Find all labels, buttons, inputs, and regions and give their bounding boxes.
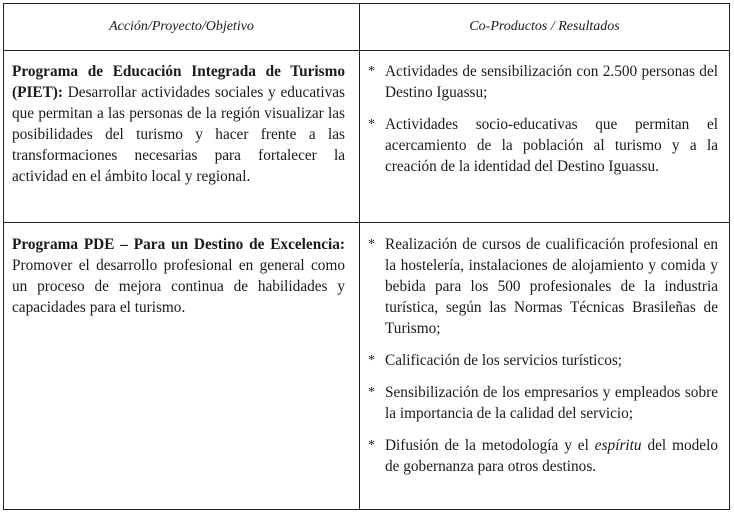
list-item	[366, 435, 718, 477]
bullet-asterisk: *	[368, 117, 375, 132]
program-description-piet: Desarrollar actividades sociales y educativas que permitan a las personas de la región visualizar las posibilidades del turismo y hacer frente a las transformaciones necesarias para fortalecer la actividad en el ámbito local y regional.	[12, 84, 345, 185]
result-text: Realización de cursos de cualificación profesional en la hostelería, instalaciones de alojamiento y comida y bebida para los 500 profesionales de la industria turística, según las Normas Técnicas Brasileñas de Turismo;	[385, 236, 718, 337]
bullet-asterisk: *	[368, 353, 375, 368]
table-row-2-program	[12, 234, 345, 318]
result-text	[385, 437, 718, 475]
header-divider	[4, 50, 729, 51]
header-coproducts-results: Co-Productos / Resultados	[469, 19, 620, 34]
list-item	[366, 234, 718, 339]
bullet-asterisk: *	[368, 64, 375, 79]
result-text-part: Difusión de la metodología y el	[385, 437, 595, 454]
list-item	[366, 114, 718, 177]
list-item	[366, 61, 718, 103]
result-text: Calificación de los servicios turísticos;	[385, 352, 623, 369]
list-item	[366, 382, 718, 424]
column-divider	[359, 4, 360, 509]
result-text-part: del modelo de gobernanza para otros destinos.	[385, 437, 718, 475]
result-text: Actividades socio-educativas que permitan el acercamiento de la población al turismo y a la creación de la identidad del Destino Iguassu.	[385, 116, 718, 175]
list-item	[366, 350, 718, 371]
result-text-italic: espíritu	[594, 437, 642, 454]
program-title-pde: Programa PDE – Para un Destino de Excelencia:	[12, 236, 345, 253]
header-action-project-objective: Acción/Proyecto/Objetivo	[109, 19, 254, 34]
program-title-piet: Programa de Educación Integrada de Turismo (PIET):	[12, 63, 345, 101]
result-text: Sensibilización de los empresarios y empleados sobre la importancia de la calidad del servicio;	[385, 384, 718, 422]
bullet-asterisk: *	[368, 237, 375, 252]
bullet-asterisk: *	[368, 438, 375, 453]
table-row-1-program	[12, 61, 345, 187]
bullet-asterisk: *	[368, 385, 375, 400]
result-text: Actividades de sensibilización con 2.500 personas del Destino Iguassu;	[385, 63, 718, 101]
table-row-2-results	[366, 234, 718, 477]
table-row-1-results	[366, 61, 718, 177]
program-description-pde: Promover el desarrollo profesional en general como un proceso de mejora continua de habilidades y capacidades para el turismo.	[12, 257, 345, 316]
row-divider	[4, 222, 729, 223]
